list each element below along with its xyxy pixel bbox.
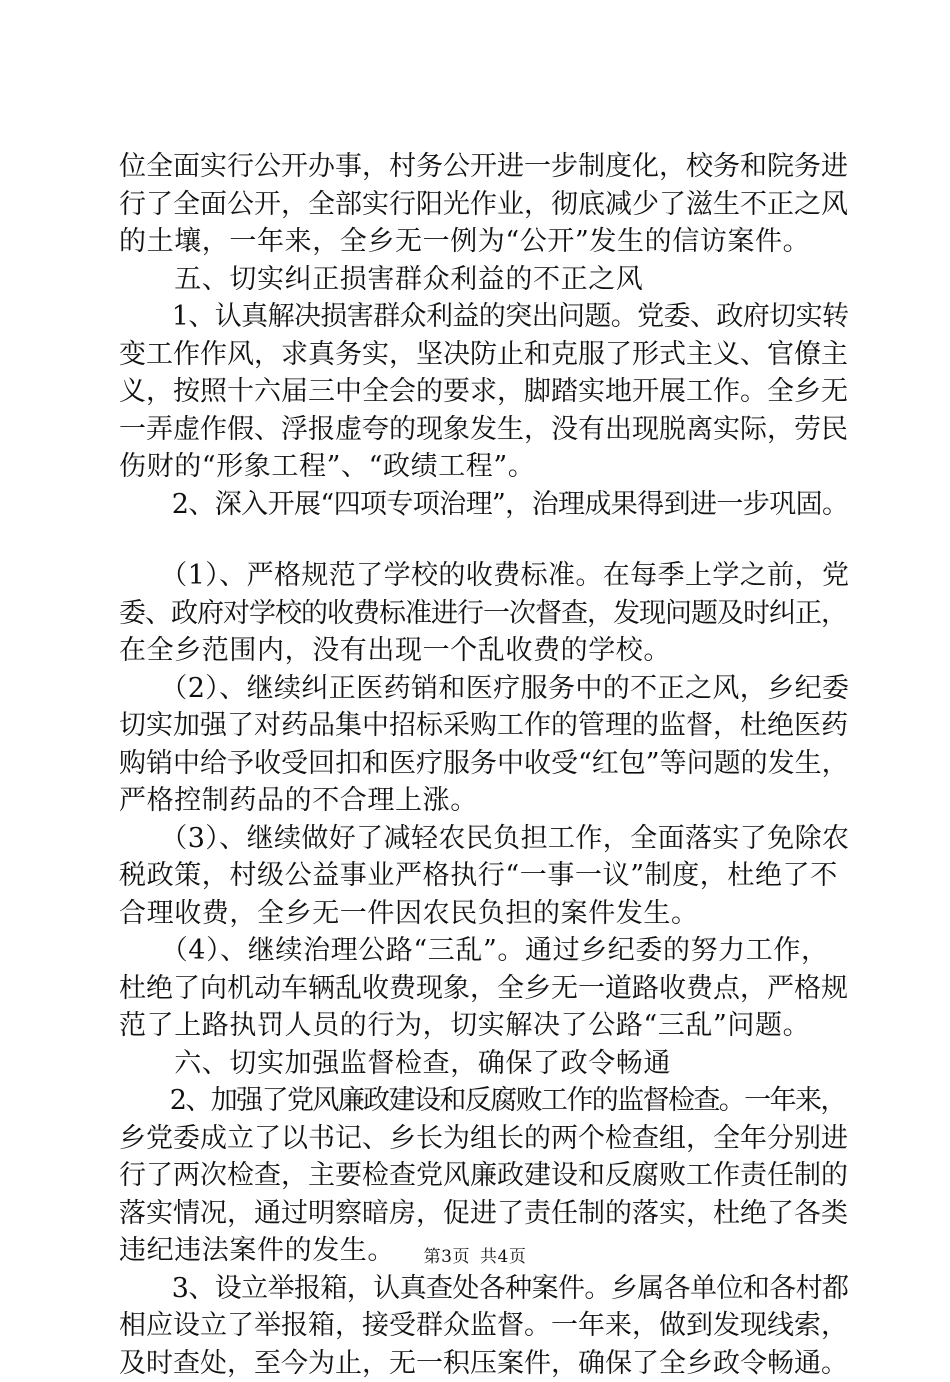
text-line: 行了全面公开，全部实行阳光作业，彻底减少了滋生不正之风 (119, 186, 849, 224)
text-line: （2）、继续纠正医药销和医疗服务中的不正之风，乡纪委 (119, 670, 849, 708)
section-heading: 五、切实纠正损害群众利益的不正之风 (119, 261, 849, 299)
text-line: 的土壤，一年来，全乡无一例为“公开”发生的信访案件。 (119, 223, 849, 261)
text-line: 违纪违法案件的发生。 (119, 1232, 849, 1270)
text-line: 委、政府对学校的收费标准进行一次督查，发现问题及时纠正， (119, 595, 849, 633)
text-line: 相应设立了举报箱，接受群众监督。一年来，做到发现线索， (119, 1307, 849, 1345)
text-line: 变工作作风，求真务实，坚决防止和克服了形式主义、官僚主 (119, 336, 849, 374)
section-heading: 六、切实加强监督检查，确保了政令畅通 (119, 1045, 849, 1083)
text-line: 1、认真解决损害群众利益的突出问题。党委、政府切实转 (119, 298, 849, 336)
page-footer (0, 1242, 950, 1267)
text-line: 及时查处，至今为止，无一积压案件，确保了全乡政令畅通。 (119, 1345, 849, 1382)
text-line: （3）、继续做好了减轻农民负担工作，全面落实了免除农 (119, 820, 849, 858)
text-line: 税政策，村级公益事业严格执行“一事一议”制度，杜绝了不 (119, 857, 849, 895)
text-line: 位全面实行公开办事，村务公开进一步制度化，校务和院务进 (119, 148, 849, 186)
page-total: 共4页 (480, 1247, 526, 1267)
text-line: 行了两次检查，主要检查党风廉政建设和反腐败工作责任制的 (119, 1157, 849, 1195)
text-line: （1）、严格规范了学校的收费标准。在每季上学之前，党 (119, 557, 849, 595)
text-line: 一弄虚作假、浮报虚夸的现象发生，没有出现脱离实际，劳民 (119, 411, 849, 449)
text-line: 落实情况，通过明察暗房，促进了责任制的落实，杜绝了各类 (119, 1195, 849, 1233)
text-line: 杜绝了向机动车辆乱收费现象，全乡无一道路收费点，严格规 (119, 970, 849, 1008)
paragraph-gap (119, 523, 849, 557)
document-body (119, 148, 849, 1382)
text-line: 伤财的“形象工程”、“政绩工程”。 (119, 448, 849, 486)
text-line: 乡党委成立了以书记、乡长为组长的两个检查组，全年分别进 (119, 1120, 849, 1158)
text-line: 范了上路执罚人员的行为，切实解决了公路“三乱”问题。 (119, 1007, 849, 1045)
text-line: 严格控制药品的不合理上涨。 (119, 782, 849, 820)
text-line: 切实加强了对药品集中招标采购工作的管理的监督，杜绝医药 (119, 707, 849, 745)
text-line: （4）、继续治理公路“三乱”。通过乡纪委的努力工作， (119, 932, 849, 970)
text-line: 义，按照十六届三中全会的要求，脚踏实地开展工作。全乡无 (119, 373, 849, 411)
text-line: 在全乡范围内，没有出现一个乱收费的学校。 (119, 632, 849, 670)
text-line: 2、加强了党风廉政建设和反腐败工作的监督检查。一年来， (119, 1082, 849, 1120)
text-line: 购销中给予收受回扣和医疗服务中收受“红包”等问题的发生， (119, 745, 849, 783)
page-number: 第3页 (424, 1247, 470, 1267)
text-line: 3、设立举报箱，认真查处各种案件。乡属各单位和各村都 (119, 1270, 849, 1308)
text-line: 合理收费，全乡无一件因农民负担的案件发生。 (119, 895, 849, 933)
text-line: 2、深入开展“四项专项治理”，治理成果得到进一步巩固。 (119, 486, 849, 524)
